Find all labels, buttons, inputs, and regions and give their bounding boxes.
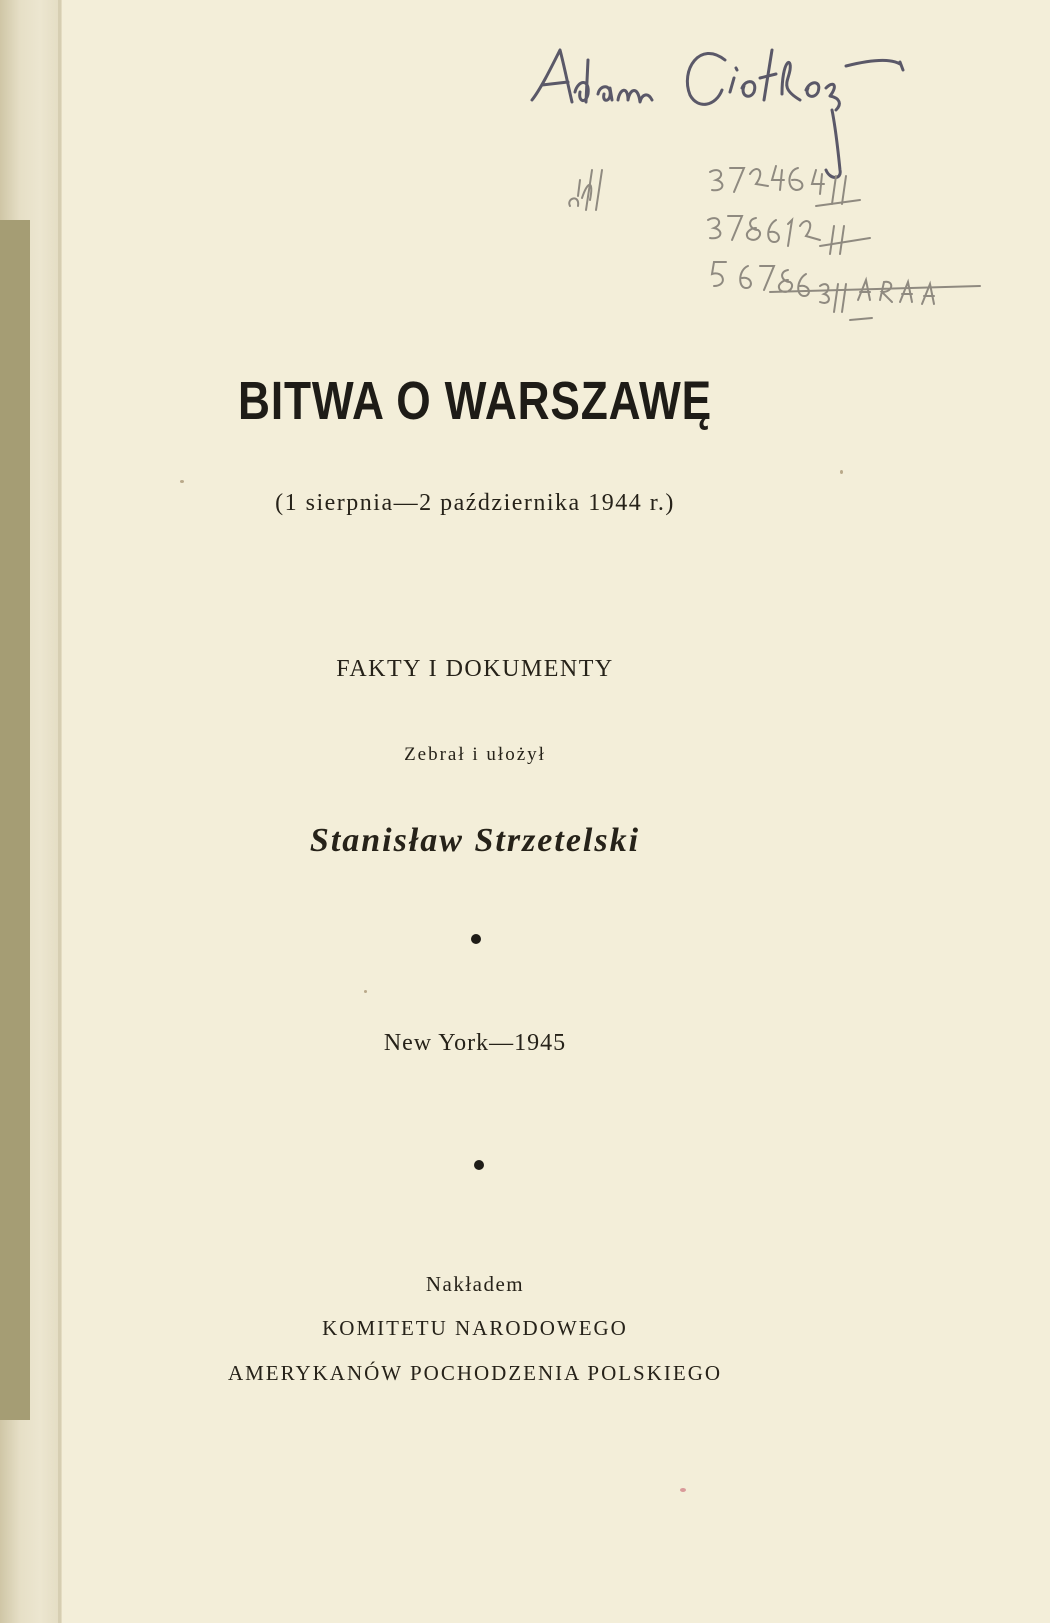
publisher-intro: Nakładem xyxy=(425,1272,525,1296)
author-name: Stanisław Strzetelski xyxy=(309,822,641,859)
shelf-marks-pencil xyxy=(569,166,980,320)
handwritten-annotations xyxy=(520,30,1040,340)
paper-speck xyxy=(180,480,184,483)
compiled-by-label: Zebrał i ułożył xyxy=(404,744,546,765)
publisher-name-line-2: AMERYKANÓW POCHODZENIA POLSKIEGO xyxy=(227,1361,723,1385)
paper-speck xyxy=(840,470,843,474)
place-and-year: New York—1945 xyxy=(383,1030,567,1056)
separator-bullet xyxy=(471,934,481,944)
separator-bullet xyxy=(474,1160,484,1170)
paper-speck xyxy=(364,990,367,993)
signature-ink xyxy=(532,50,903,178)
date-range: (1 sierpnia—2 października 1944 r.) xyxy=(275,490,675,516)
book-subtitle: FAKTY I DOKUMENTY xyxy=(336,656,614,682)
paper-speck xyxy=(680,1488,686,1492)
publisher-name-line-1: KOMITETU NARODOWEGO xyxy=(322,1316,628,1340)
spine-binding-tape xyxy=(0,220,30,1420)
book-title: BITWA O WARSZAWĘ xyxy=(238,371,712,431)
